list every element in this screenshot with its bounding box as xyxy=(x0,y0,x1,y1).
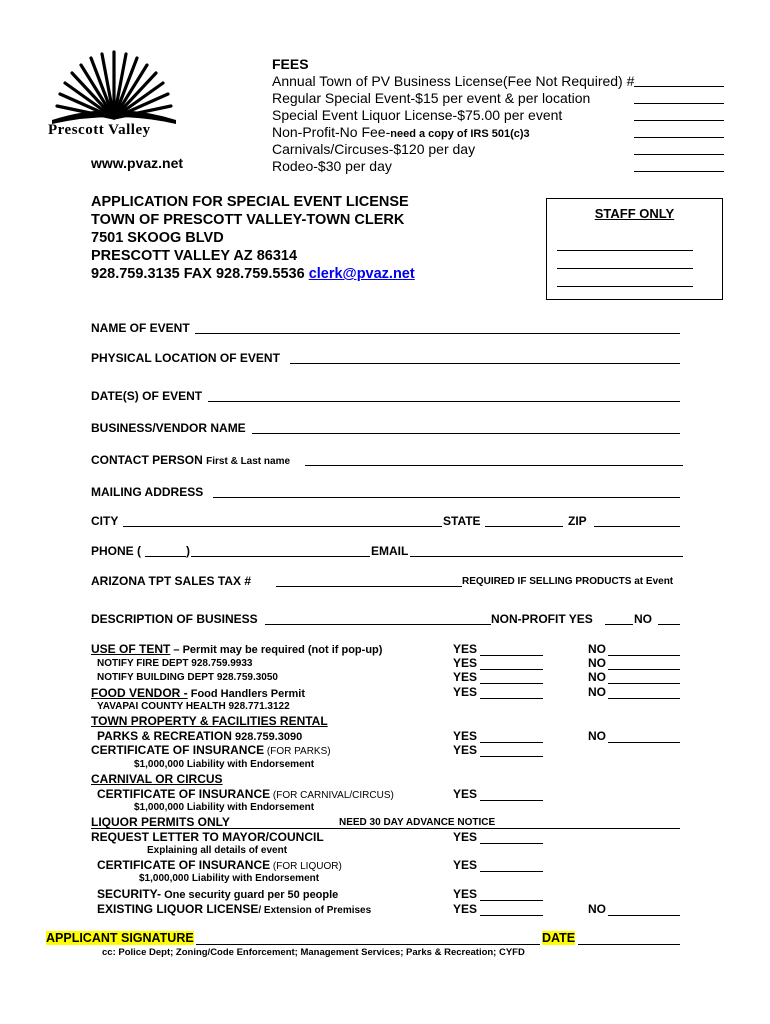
cert-ins-parks-note: (FOR PARKS) xyxy=(264,746,331,757)
state-label: STATE xyxy=(443,514,481,528)
yes-request-letter-field[interactable] xyxy=(480,843,543,844)
address-city: PRESCOTT VALLEY AZ 86314 xyxy=(91,248,298,264)
liquor-permits-title: LIQUOR PERMITS ONLY xyxy=(91,815,230,829)
use-of-tent-note: – Permit may be required (not if pop-up) xyxy=(170,644,383,656)
use-of-tent xyxy=(91,642,382,658)
notify-fire: NOTIFY FIRE DEPT 928.759.9933 xyxy=(97,658,253,669)
fee-liquor-line[interactable] xyxy=(634,120,724,121)
fee-nonprofit-line[interactable] xyxy=(634,137,724,138)
explaining-details: Explaining all details of event xyxy=(147,845,288,856)
cert-ins-parks xyxy=(91,743,331,760)
non-profit-yes-field[interactable] xyxy=(605,624,633,625)
request-letter: REQUEST LETTER TO MAYOR/COUNCIL xyxy=(91,830,324,844)
food-vendor-note: Food Handlers Permit xyxy=(187,688,306,700)
description-field[interactable] xyxy=(265,624,491,625)
existing-liquor-note: / Extension of Premises xyxy=(258,905,372,916)
parks-rec-phone: 928.759.3090 xyxy=(231,731,303,743)
yes-tent-fire-label: YES xyxy=(453,642,478,656)
city-field[interactable] xyxy=(123,526,442,527)
mailing-address-field[interactable] xyxy=(213,497,680,498)
physical-location-label: PHYSICAL LOCATION OF EVENT xyxy=(91,351,280,365)
cc-distribution: cc: Police Dept; Zoning/Code Enforcement; Management Services; Parks & Recreation; CYFD xyxy=(102,947,525,958)
fee-rodeo-line[interactable] xyxy=(634,171,724,172)
parks-rec-title: PARKS & RECREATION xyxy=(97,729,232,743)
no-tent-field[interactable] xyxy=(608,655,680,656)
email-label: EMAIL xyxy=(371,544,409,558)
town-clerk: TOWN OF PRESCOTT VALLEY-TOWN CLERK xyxy=(91,212,405,228)
contact-person-sub: First & Last name xyxy=(206,456,291,467)
tpt-label: ARIZONA TPT SALES TAX # xyxy=(91,574,252,588)
phone-close-paren: ) xyxy=(186,544,190,558)
phone-area-code-field[interactable] xyxy=(145,556,186,557)
no-parks-field[interactable] xyxy=(608,742,680,743)
fees-title: FEES xyxy=(272,56,309,72)
no-existing-label: NO xyxy=(588,902,606,916)
cert-ins-parks-title: CERTIFICATE OF INSURANCE xyxy=(91,743,265,757)
no-fire-label: NO xyxy=(588,656,606,670)
yes-building-field[interactable] xyxy=(480,683,543,684)
staff-line-2[interactable] xyxy=(557,268,693,269)
yes-parks-field[interactable] xyxy=(480,742,543,743)
physical-location-field[interactable] xyxy=(290,363,680,364)
non-profit-label: NON-PROFIT YES xyxy=(491,612,593,626)
existing-liquor-title: EXISTING LIQUOR LICENSE xyxy=(97,902,259,916)
cert-ins-carnival-title: CERTIFICATE OF INSURANCE xyxy=(97,787,271,801)
fee-carnival: Carnivals/Circuses-$120 per day xyxy=(272,141,476,157)
yes-fire-field[interactable] xyxy=(480,669,543,670)
address-street: 7501 SKOOG BLVD xyxy=(91,230,224,246)
carnival-title: CARNIVAL OR CIRCUS xyxy=(91,772,223,786)
yes-existing-field[interactable] xyxy=(480,915,543,916)
tpt-field[interactable] xyxy=(276,586,462,587)
zip-label: ZIP xyxy=(568,514,587,528)
food-vendor xyxy=(91,686,305,702)
clerk-email-link[interactable]: clerk@pvaz.net xyxy=(308,266,415,282)
application-title: APPLICATION FOR SPECIAL EVENT LICENSE xyxy=(91,194,409,210)
dates-label: DATE(S) OF EVENT xyxy=(91,389,203,403)
cert-ins-liquor-note: (FOR LIQUOR) xyxy=(270,861,342,872)
applicant-signature-label: APPLICANT SIGNATURE xyxy=(46,931,194,945)
zip-field[interactable] xyxy=(594,526,680,527)
fee-regular-event-line[interactable] xyxy=(634,103,724,104)
business-vendor-label: BUSINESS/VENDOR NAME xyxy=(91,421,246,435)
yes-cert-carnival-field[interactable] xyxy=(480,800,543,801)
fee-rodeo: Rodeo-$30 per day xyxy=(272,158,392,174)
website-url[interactable]: www.pvaz.net xyxy=(91,155,184,171)
yes-request-letter-label: YES xyxy=(453,830,478,844)
yes-cert-liquor-field[interactable] xyxy=(480,871,543,872)
liability-parks: $1,000,000 Liability with Endorsement xyxy=(134,759,315,770)
staff-only-box xyxy=(546,198,723,300)
non-profit-no-label: NO xyxy=(634,612,652,626)
name-of-event-field[interactable] xyxy=(195,333,680,334)
dates-field[interactable] xyxy=(208,401,680,402)
tpt-note: REQUIRED IF SELLING PRODUCTS at Event xyxy=(462,576,674,587)
no-food-label: NO xyxy=(588,685,606,699)
name-of-event-label: NAME OF EVENT xyxy=(91,321,190,335)
cert-ins-carnival-note: (FOR CARNIVAL/CIRCUS) xyxy=(270,790,394,801)
yes-security-field[interactable] xyxy=(480,900,543,901)
notify-building: NOTIFY BUILDING DEPT 928.759.3050 xyxy=(97,672,278,683)
no-food-field[interactable] xyxy=(608,698,680,699)
no-existing-field[interactable] xyxy=(608,915,680,916)
security-note: One security guard per 50 people xyxy=(161,889,339,901)
business-vendor-field[interactable] xyxy=(252,433,680,434)
use-of-tent-title: USE OF TENT xyxy=(91,642,171,656)
yes-cert-parks-field[interactable] xyxy=(480,756,543,757)
logo-wordmark: Prescott Valley xyxy=(48,122,151,138)
security xyxy=(97,887,338,903)
yes-existing-label: YES xyxy=(453,902,478,916)
yavapai-health: YAVAPAI COUNTY HEALTH 928.771.3122 xyxy=(97,701,290,712)
staff-line-1[interactable] xyxy=(557,250,693,251)
fee-carnival-line[interactable] xyxy=(634,154,724,155)
yes-fire-label: YES xyxy=(453,656,478,670)
fee-business-license-line[interactable] xyxy=(634,86,724,87)
no-building-label: NO xyxy=(588,670,606,684)
fee-nonprofit-note: need a copy of IRS 501(c)3 xyxy=(390,128,530,140)
phone-field[interactable] xyxy=(191,556,370,557)
fee-business-license: Annual Town of PV Business License(Fee Not Required) # xyxy=(272,73,635,89)
security-title: SECURITY- xyxy=(97,887,162,901)
contact-person-label xyxy=(91,453,290,467)
liability-carnival: $1,000,000 Liability with Endorsement xyxy=(134,802,315,813)
cert-ins-liquor-title: CERTIFICATE OF INSURANCE xyxy=(97,858,271,872)
yes-cert-liquor-label: YES xyxy=(453,858,478,872)
date-label: DATE xyxy=(542,931,576,945)
existing-liquor xyxy=(97,902,371,919)
no-tent-label: NO xyxy=(588,642,606,656)
yes-cert-carnival-label: YES xyxy=(453,787,478,801)
yes-food-label: YES xyxy=(453,685,478,699)
phone-fax-line xyxy=(91,265,415,283)
yes-tent-field[interactable] xyxy=(480,655,543,656)
yes-building-label: YES xyxy=(453,670,478,684)
city-label: CITY xyxy=(91,514,119,528)
fee-nonprofit-label: Non-Profit-No Fee- xyxy=(272,124,391,140)
phone-label: PHONE ( xyxy=(91,544,142,558)
yes-security-label: YES xyxy=(453,887,478,901)
no-building-field[interactable] xyxy=(608,683,680,684)
description-label: DESCRIPTION OF BUSINESS xyxy=(91,612,258,626)
contact-person-text: CONTACT PERSON xyxy=(91,453,203,467)
town-property-title: TOWN PROPERTY & FACILITIES RENTAL xyxy=(91,714,328,728)
staff-line-3[interactable] xyxy=(557,286,693,287)
staff-only-title: STAFF ONLY xyxy=(594,206,675,221)
yes-food-field[interactable] xyxy=(480,698,543,699)
no-parks-label: NO xyxy=(588,729,606,743)
date-field[interactable] xyxy=(578,944,680,945)
no-fire-field[interactable] xyxy=(608,669,680,670)
yes-cert-parks-label: YES xyxy=(453,743,478,757)
fee-liquor: Special Event Liquor License-$75.00 per event xyxy=(272,107,563,123)
non-profit-no-field[interactable] xyxy=(658,624,680,625)
phone-fax: 928.759.3135 FAX 928.759.5536 xyxy=(91,266,309,282)
food-vendor-title: FOOD VENDOR - xyxy=(91,686,188,700)
liquor-underline xyxy=(91,828,680,829)
advance-notice: NEED 30 DAY ADVANCE NOTICE xyxy=(339,817,496,828)
state-field[interactable] xyxy=(485,526,563,527)
mailing-address-label: MAILING ADDRESS xyxy=(91,485,204,499)
fee-regular-event: Regular Special Event-$15 per event & per location xyxy=(272,90,591,106)
email-field[interactable] xyxy=(410,556,683,557)
applicant-signature-field[interactable] xyxy=(196,944,540,945)
contact-person-field[interactable] xyxy=(305,465,683,466)
liability-liquor: $1,000,000 Liability with Endorsement xyxy=(139,873,320,884)
yes-parks-label: YES xyxy=(453,729,478,743)
